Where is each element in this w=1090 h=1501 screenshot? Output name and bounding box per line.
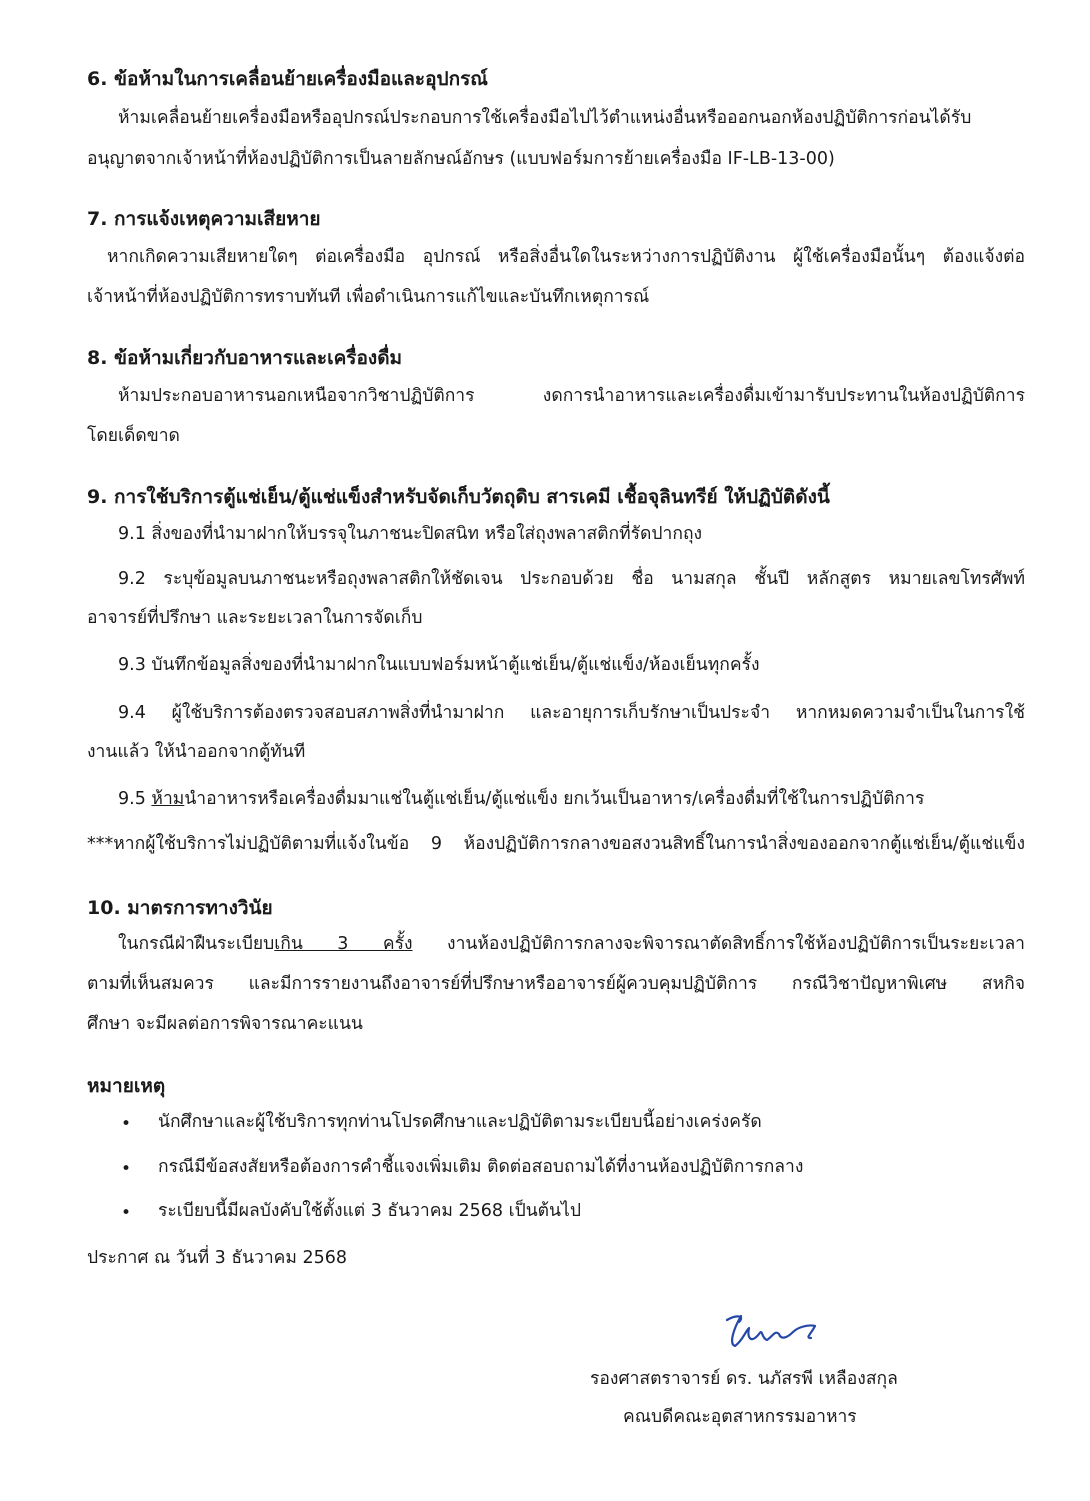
section-6-heading: 6. ข้อห้ามในการเคลื่อนย้ายเครื่องมือและอุปกรณ์ bbox=[87, 68, 488, 90]
remarks-heading: หมายเหตุ bbox=[87, 1075, 166, 1097]
item-9-2-line-2: อาจารย์ที่ปรึกษา และระยะเวลาในการจัดเก็บ bbox=[87, 608, 423, 628]
section-7-line-2: เจ้าหน้าที่ห้องปฏิบัติการทราบทันที เพื่อดำเนินการแก้ไขและบันทึกเหตุการณ์ bbox=[87, 287, 650, 307]
section-10-line-1 bbox=[118, 931, 1025, 957]
handwritten-signature bbox=[715, 1310, 825, 1360]
section-8-line-2: โดยเด็ดขาด bbox=[87, 426, 180, 446]
bullet-dot: • bbox=[121, 1159, 132, 1179]
section-10-line-1-prefix: ในกรณีฝ่าฝืนระเบียบ bbox=[118, 934, 275, 954]
section-7-line-1: หากเกิดความเสียหายใดๆ ต่อเครื่องมือ อุปกรณ์ หรือสิ่งอื่นใดในระหว่างการปฏิบัติงาน ผู้ใช้เครื่องมือนั้นๆ ต้องแจ้งต่อ bbox=[107, 247, 1025, 267]
signer-name: รองศาสตราจารย์ ดร. นภัสรพี เหลืองสกุล bbox=[590, 1369, 898, 1389]
item-9-4-line-1: 9.4 ผู้ใช้บริการต้องตรวจสอบสภาพสิ่งที่นำมาฝาก และอายุการเก็บรักษาเป็นประจำ หากหมดความจำเป็นในการใช้ bbox=[118, 703, 1025, 723]
item-9-2-line-1: 9.2 ระบุข้อมูลบนภาชนะหรือถุงพลาสติกให้ชัดเจน ประกอบด้วย ชื่อ นามสกุล ชั้นปี หลักสูตร หมายเลขโทรศัพท์ bbox=[118, 569, 1025, 589]
section-8-line-1: ห้ามประกอบอาหารนอกเหนือจากวิชาปฏิบัติการ งดการนำอาหารและเครื่องดื่มเข้ามารับประทานในห้องปฏิบัติการ bbox=[118, 386, 1025, 406]
section-9-heading: 9. การใช้บริการตู้แช่เย็น/ตู้แช่แข็งสำหรับจัดเก็บวัตถุดิบ สารเคมี เชื้อจุลินทรีย์ ให้ปฏิบัติดังนี้ bbox=[87, 486, 830, 508]
section-10-underlined: เกิน 3 ครั้ง bbox=[274, 934, 413, 954]
remark-item-1: นักศึกษาและผู้ใช้บริการทุกท่านโปรดศึกษาและปฏิบัติตามระเบียบนี้อย่างเคร่งครัด bbox=[158, 1112, 762, 1132]
section-10-line-3: ศึกษา จะมีผลต่อการพิจารณาคะแนน bbox=[87, 1014, 363, 1034]
announcement-date: ประกาศ ณ วันที่ 3 ธันวาคม 2568 bbox=[87, 1248, 348, 1268]
remark-item-2: กรณีมีข้อสงสัยหรือต้องการคำชี้แจงเพิ่มเติม ติดต่อสอบถามได้ที่งานห้องปฏิบัติการกลาง bbox=[158, 1157, 804, 1177]
section-10-heading: 10. มาตรการทางวินัย bbox=[87, 897, 273, 919]
section-6-line-1: ห้ามเคลื่อนย้ายเครื่องมือหรืออุปกรณ์ประกอบการใช้เครื่องมือไปไว้ตำแหน่งอื่นหรือออกนอกห้องปฏิบัติการก่อนได้รับ bbox=[118, 108, 972, 128]
section-10-line-1-rest: งานห้องปฏิบัติการกลางจะพิจารณาตัดสิทธิ์การใช้ห้องปฏิบัติการเป็นระยะเวลา bbox=[412, 934, 1026, 954]
section-10-line-2: ตามที่เห็นสมควร และมีการรายงานถึงอาจารย์ที่ปรึกษาหรืออาจารย์ผู้ควบคุมปฏิบัติการ กรณีวิชาปัญหาพิเศษ สหกิจ bbox=[87, 974, 1025, 994]
bullet-dot: • bbox=[121, 1203, 132, 1223]
item-9-1: 9.1 สิ่งของที่นำมาฝากให้บรรจุในภาชนะปิดสนิท หรือใส่ถุงพลาสติกที่รัดปากถุง bbox=[118, 524, 703, 544]
section-9-note: ***หากผู้ใช้บริการไม่ปฏิบัติตามที่แจ้งในข้อ 9 ห้องปฏิบัติการกลางขอสงวนสิทธิ์ในการนำสิ่งของออกจากตู้แช่เย็น/ตู้แช่แข็ง bbox=[87, 834, 1025, 854]
bullet-dot: • bbox=[121, 1114, 132, 1134]
item-9-5-underlined: ห้าม bbox=[151, 789, 185, 809]
item-9-5-rest: นำอาหารหรือเครื่องดื่มมาแช่ในตู้แช่เย็น/ตู้แช่แข็ง ยกเว้นเป็นอาหาร/เครื่องดื่มที่ใช้ในการปฏิบัติการ bbox=[184, 789, 925, 809]
section-8-heading: 8. ข้อห้ามเกี่ยวกับอาหารและเครื่องดื่ม bbox=[87, 347, 403, 369]
item-9-4-line-2: งานแล้ว ให้นำออกจากตู้ทันที bbox=[87, 742, 306, 762]
section-6-line-2: อนุญาตจากเจ้าหน้าที่ห้องปฏิบัติการเป็นลายลักษณ์อักษร (แบบฟอร์มการย้ายเครื่องมือ IF-LB-13-00) bbox=[87, 149, 835, 169]
signer-title: คณบดีคณะอุตสาหกรรมอาหาร bbox=[623, 1407, 857, 1427]
remark-item-3: ระเบียบนี้มีผลบังคับใช้ตั้งแต่ 3 ธันวาคม 2568 เป็นต้นไป bbox=[158, 1201, 581, 1221]
item-9-3: 9.3 บันทึกข้อมูลสิ่งของที่นำมาฝากในแบบฟอร์มหน้าตู้แช่เย็น/ตู้แช่แข็ง/ห้องเย็นทุกครั้ง bbox=[118, 655, 760, 675]
item-9-5-prefix: 9.5 bbox=[118, 789, 152, 809]
section-7-heading: 7. การแจ้งเหตุความเสียหาย bbox=[87, 208, 321, 230]
item-9-5 bbox=[118, 786, 924, 812]
